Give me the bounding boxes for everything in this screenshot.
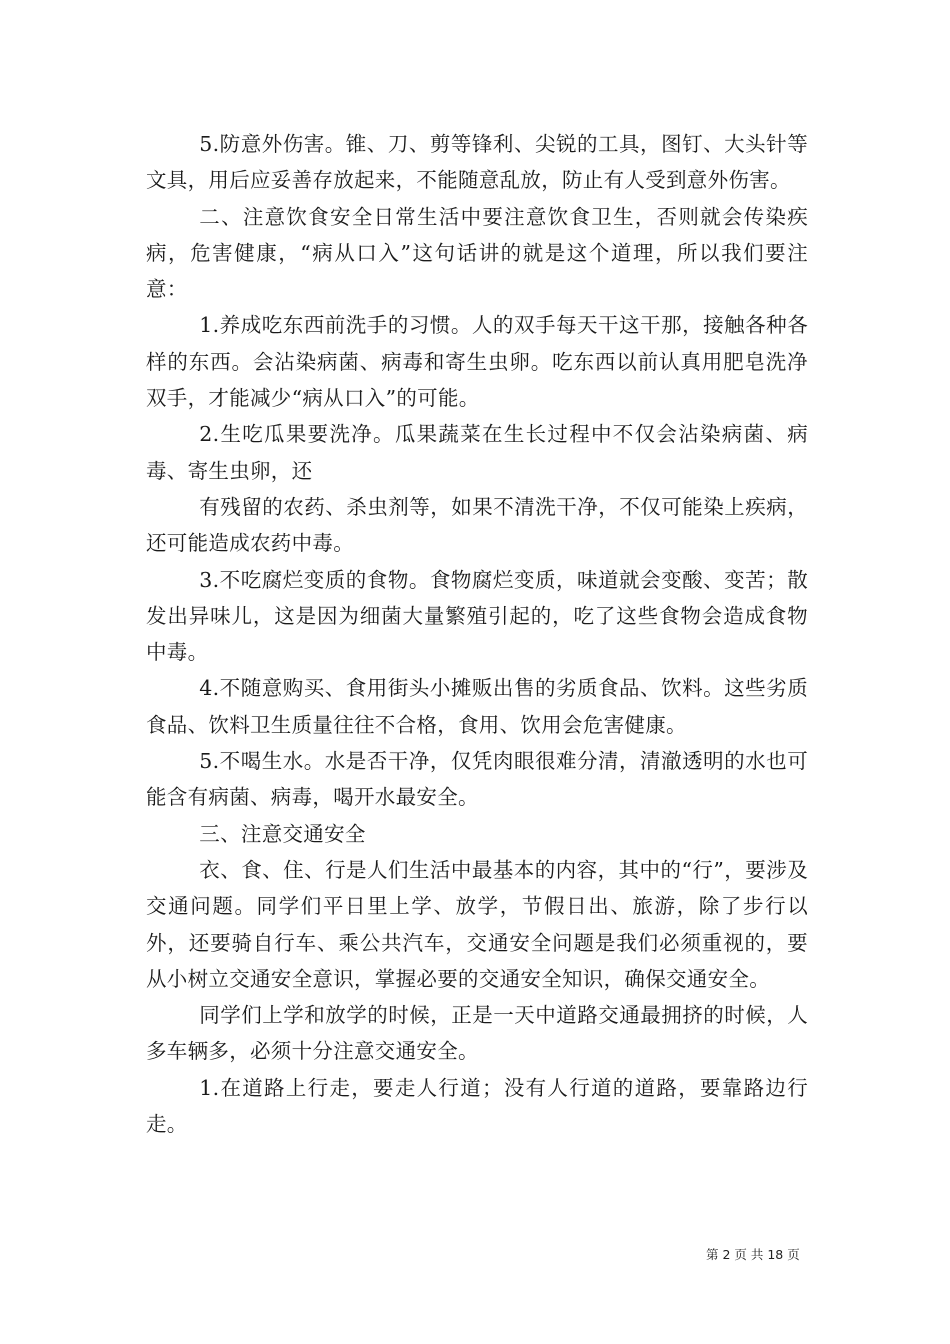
paragraph-item-5-raw-water: 5.不喝生水。水是否干净，仅凭肉眼很难分清，清澈透明的水也可能含有病菌、病毒，喝开水最安全。: [146, 749, 808, 810]
page-number-footer: 第 2 页 共 18 页: [706, 1247, 800, 1262]
paragraph-item-2-wash-fruit: 2.生吃瓜果要洗净。瓜果蔬菜在生长过程中不仅会沾染病菌、病毒、寄生虫卵，还: [146, 422, 808, 483]
paragraph-item-1-handwashing: 1.养成吃东西前洗手的习惯。人的双手每天干这干那，接触各种各样的东西。会沾染病菌、病毒和寄生虫卵。吃东西以前认真用肥皂洗净双手，才能减少“病从口入”的可能。: [146, 313, 808, 411]
section-heading-food-safety: 二、注意饮食安全日常生活中要注意饮食卫生，否则就会传染疾病，危害健康，“病从口入”这句话讲的就是这个道理，所以我们要注意：: [146, 204, 808, 302]
paragraph-item-2-continued: 有残留的农药、杀虫剂等，如果不清洗干净，不仅可能染上疾病，还可能造成农药中毒。: [146, 494, 808, 556]
paragraph-item-5-accident: 5.防意外伤害。锥、刀、剪等锋利、尖锐的工具，图钉、大头针等文具，用后应妥善存放起来，不能随意乱放，防止有人受到意外伤害。: [146, 132, 808, 193]
section-heading-traffic-safety: 三、注意交通安全: [199, 821, 366, 846]
paragraph-item-3-spoiled-food: 3.不吃腐烂变质的食物。食物腐烂变质，味道就会变酸、变苦；散发出异味儿，这是因为细菌大量繁殖引起的，吃了这些食物会造成食物中毒。: [146, 567, 808, 665]
paragraph-item-4-street-vendors: 4.不随意购买、食用街头小摊贩出售的劣质食品、饮料。这些劣质食品、饮料卫生质量往往不合格，食用、饮用会危害健康。: [146, 676, 808, 737]
paragraph-item-1-sidewalk: 1.在道路上行走，要走人行道；没有人行道的道路，要靠路边行走。: [146, 1075, 808, 1137]
paragraph-commute-times: 同学们上学和放学的时候，正是一天中道路交通最拥挤的时候，人多车辆多，必须十分注意交通安全。: [146, 1003, 808, 1064]
paragraph-traffic-intro: 衣、食、住、行是人们生活中最基本的内容，其中的“行”，要涉及交通问题。同学们平日里上学、放学，节假日出、旅游，除了步行以外，还要骑自行车、乘公共汽车，交通安全问题是我们必须重视的，要从小树立交通安全意识，掌握必要的交通安全知识，确保交通安全。: [146, 857, 808, 991]
document-body: [146, 126, 808, 1142]
